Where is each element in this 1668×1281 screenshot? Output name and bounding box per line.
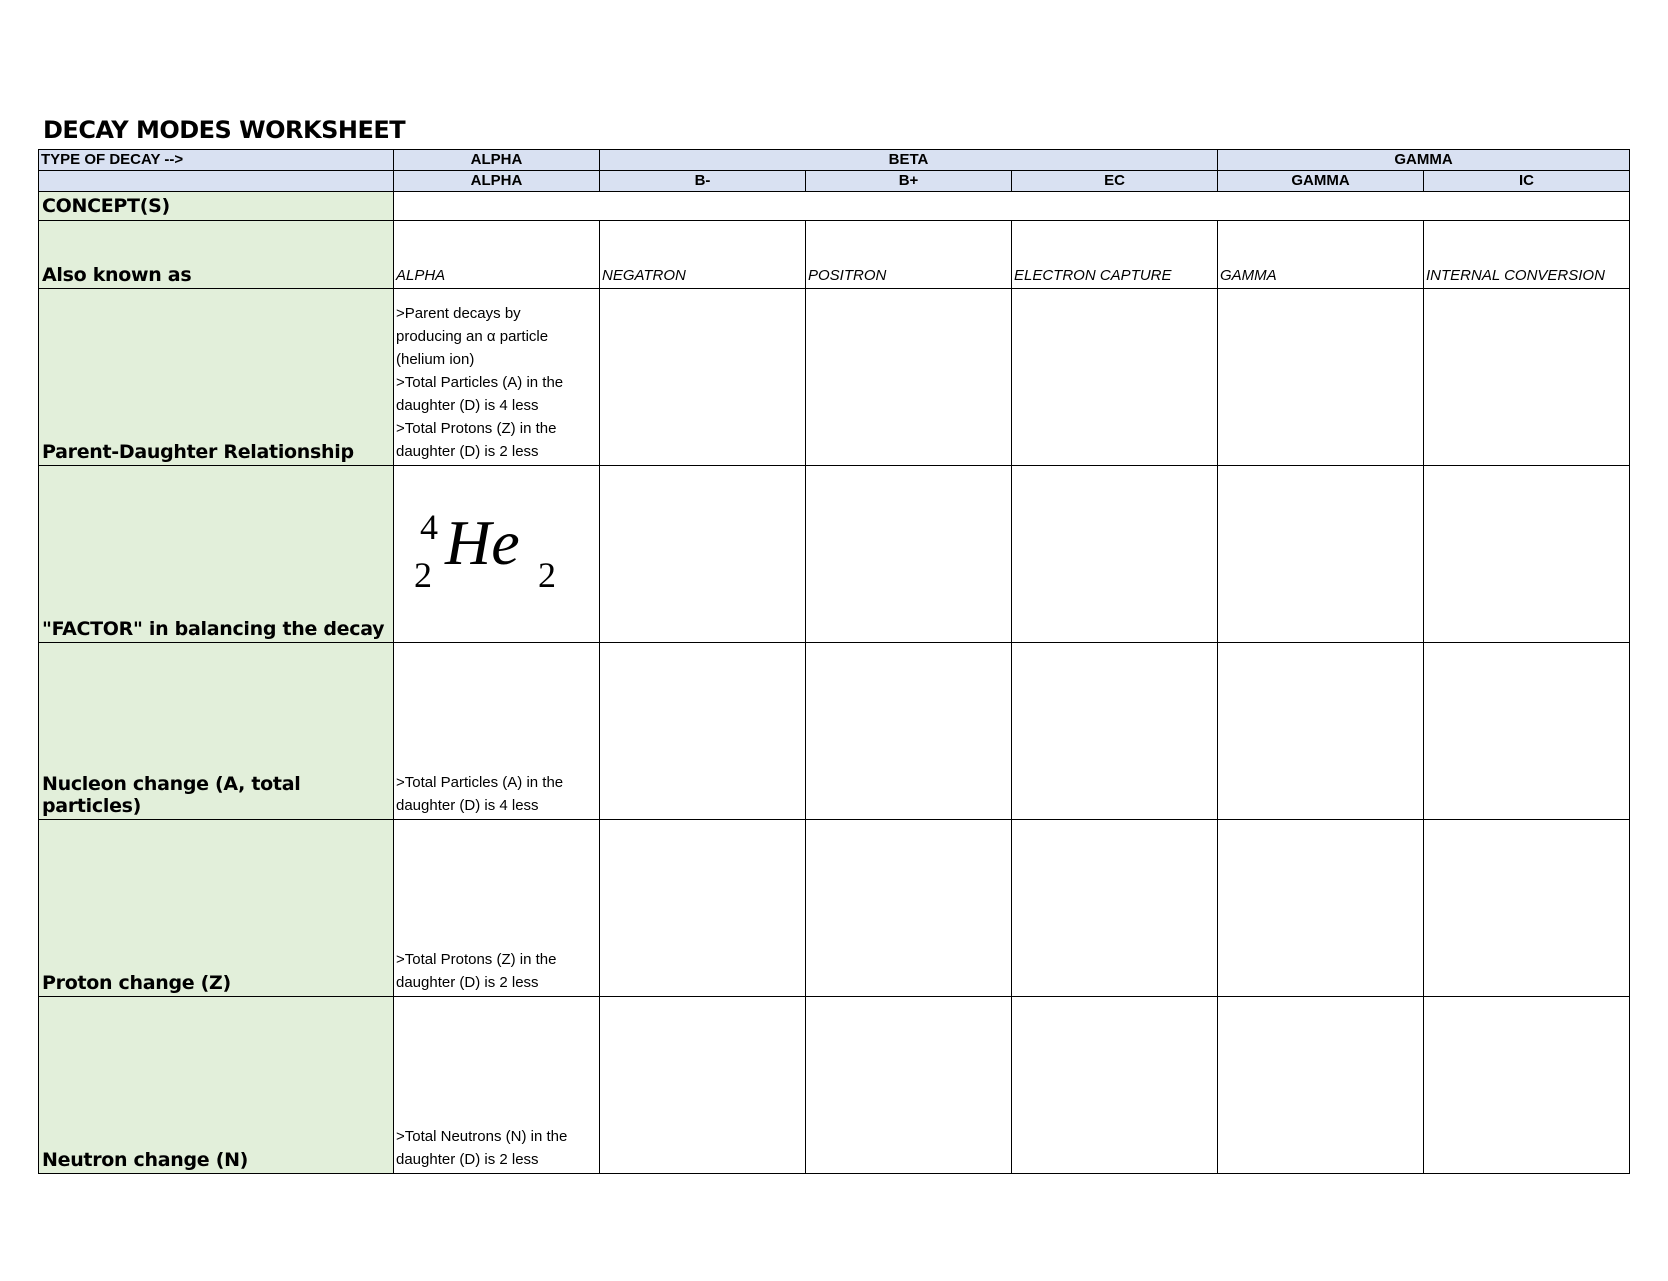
parent-daughter-ec[interactable] (1012, 289, 1218, 466)
group-alpha: ALPHA (394, 150, 600, 171)
proton-label: Proton change (Z) (39, 820, 394, 997)
factor-ec[interactable] (1012, 466, 1218, 643)
text-line: daughter (D) is 2 less (396, 443, 539, 460)
nucleon-beta-minus[interactable] (600, 643, 806, 820)
parent-daughter-alpha (394, 289, 600, 466)
type-of-decay-label: TYPE OF DECAY --> (39, 150, 394, 171)
text-line: daughter (D) is 4 less (396, 397, 539, 414)
aka-ec: ELECTRON CAPTURE (1012, 221, 1218, 289)
proton-ec[interactable] (1012, 820, 1218, 997)
neutron-alpha (394, 997, 600, 1174)
subtype-beta-plus: B+ (806, 171, 1012, 192)
row-concepts (39, 192, 1630, 221)
nucleon-ic[interactable] (1424, 643, 1630, 820)
parent-daughter-beta-plus[interactable] (806, 289, 1012, 466)
factor-beta-minus[interactable] (600, 466, 806, 643)
subtype-alpha: ALPHA (394, 171, 600, 192)
text-line: daughter (D) is 2 less (396, 1151, 539, 1168)
factor-alpha (394, 466, 600, 643)
worksheet-title: DECAY MODES WORKSHEET (43, 116, 406, 144)
concepts-cell[interactable] (394, 192, 1630, 221)
nucleon-alpha (394, 643, 600, 820)
proton-beta-minus[interactable] (600, 820, 806, 997)
row-nucleon-change (39, 643, 1630, 820)
text-line: daughter (D) is 4 less (396, 797, 539, 814)
row-parent-daughter (39, 289, 1630, 466)
subtype-ic: IC (1424, 171, 1630, 192)
factor-beta-plus[interactable] (806, 466, 1012, 643)
nucleon-ec[interactable] (1012, 643, 1218, 820)
decay-modes-table (38, 149, 1630, 1174)
mass-number: 4 (420, 507, 438, 547)
parent-daughter-ic[interactable] (1424, 289, 1630, 466)
group-beta: BETA (600, 150, 1218, 171)
neutron-ic[interactable] (1424, 997, 1630, 1174)
aka-label: Also known as (39, 221, 394, 289)
text-line: >Total Particles (A) in the (396, 774, 564, 791)
neutron-label: Neutron change (N) (39, 997, 394, 1174)
text-line: >Total Neutrons (N) in the (396, 1128, 568, 1145)
factor-gamma[interactable] (1218, 466, 1424, 643)
aka-gamma: GAMMA (1218, 221, 1424, 289)
text-line: >Parent decays by (396, 305, 521, 322)
text-line: >Total Protons (Z) in the (396, 420, 557, 437)
text-line: daughter (D) is 2 less (396, 974, 539, 991)
nucleon-beta-plus[interactable] (806, 643, 1012, 820)
aka-beta-plus: POSITRON (806, 221, 1012, 289)
proton-gamma[interactable] (1218, 820, 1424, 997)
subtype-ec: EC (1012, 171, 1218, 192)
neutron-gamma[interactable] (1218, 997, 1424, 1174)
text-line: producing an α particle (396, 328, 549, 345)
nucleon-label: Nucleon change (A, total particles) (39, 643, 394, 820)
neutron-beta-minus[interactable] (600, 997, 806, 1174)
parent-daughter-beta-minus[interactable] (600, 289, 806, 466)
factor-ic[interactable] (1424, 466, 1630, 643)
row-neutron-change (39, 997, 1630, 1174)
row-also-known-as (39, 221, 1630, 289)
row-proton-change (39, 820, 1630, 997)
parent-daughter-label: Parent-Daughter Relationship (39, 289, 394, 466)
aka-ic: INTERNAL CONVERSION (1424, 221, 1630, 289)
atomic-number: 2 (414, 555, 432, 595)
header-row-subtypes (39, 171, 1630, 192)
aka-beta-minus: NEGATRON (600, 221, 806, 289)
text-line: (helium ion) (396, 351, 475, 368)
header-row-groups (39, 150, 1630, 171)
subtype-beta-minus: B- (600, 171, 806, 192)
neutron-beta-plus[interactable] (806, 997, 1012, 1174)
aka-alpha: ALPHA (394, 221, 600, 289)
proton-ic[interactable] (1424, 820, 1630, 997)
text-line: >Total Protons (Z) in the (396, 951, 557, 968)
proton-beta-plus[interactable] (806, 820, 1012, 997)
nucleon-gamma[interactable] (1218, 643, 1424, 820)
formula-subscript: 2 (538, 555, 556, 595)
group-gamma: GAMMA (1218, 150, 1630, 171)
row-factor (39, 466, 1630, 643)
factor-label: "FACTOR" in balancing the decay (39, 466, 394, 643)
subtype-gamma: GAMMA (1218, 171, 1424, 192)
parent-daughter-gamma[interactable] (1218, 289, 1424, 466)
subtype-blank (39, 171, 394, 192)
neutron-ec[interactable] (1012, 997, 1218, 1174)
proton-alpha (394, 820, 600, 997)
element-symbol: He (445, 507, 520, 578)
concepts-label: CONCEPT(S) (39, 192, 394, 221)
text-line: >Total Particles (A) in the (396, 374, 564, 391)
